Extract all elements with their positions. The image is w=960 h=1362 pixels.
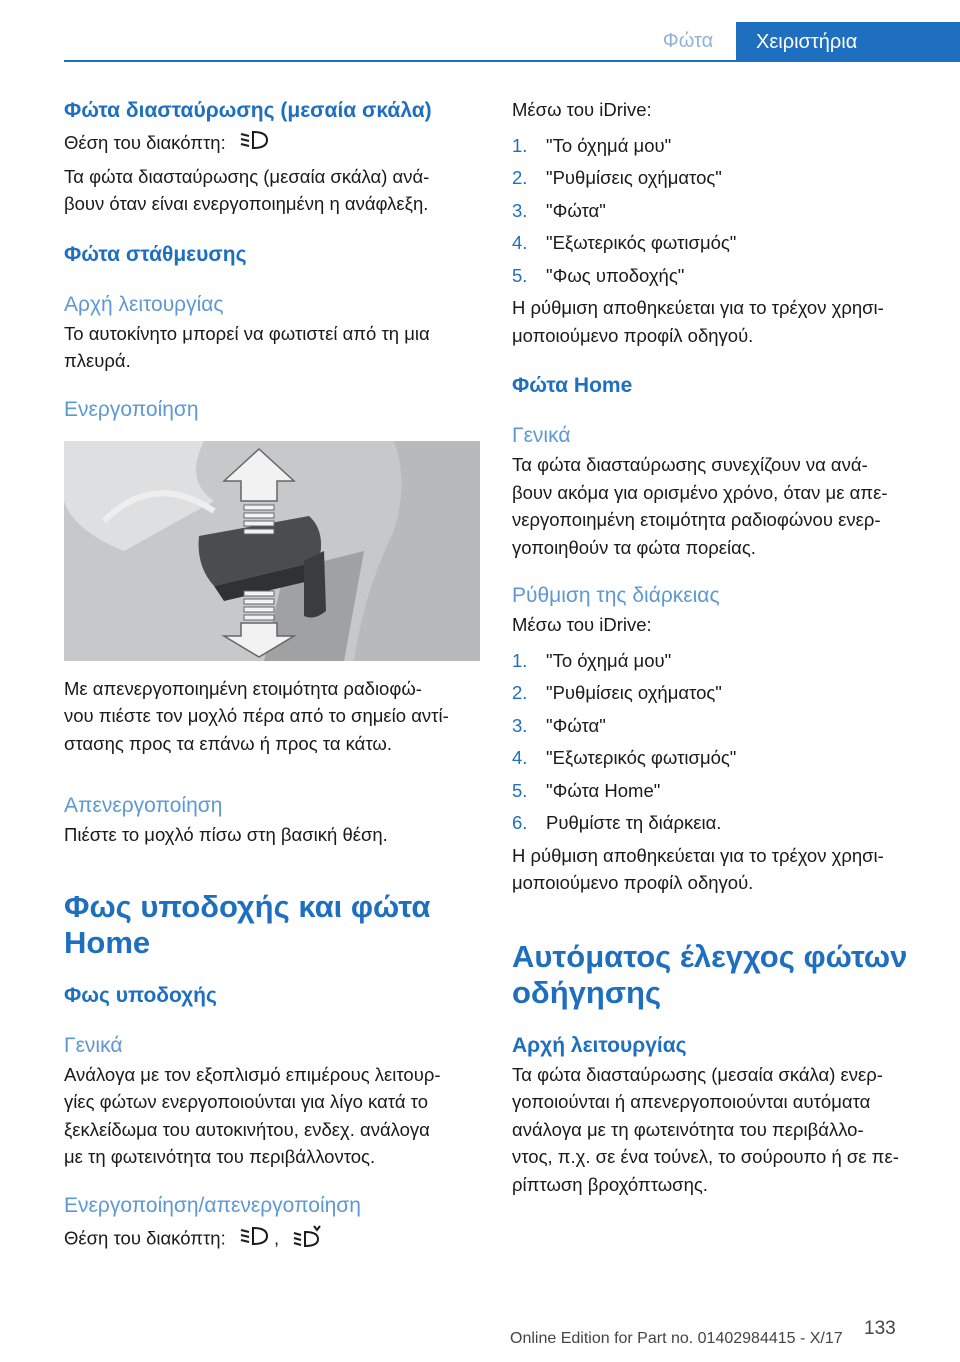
paragraph-activation-2: νου πιέστε τον μοχλό πέρα από το σημείο αντί- xyxy=(64,705,449,727)
low-beam-icon xyxy=(239,1225,269,1255)
paragraph-low-beam-2: βουν όταν είναι ενεργοποιημένη η ανάφλεξη. xyxy=(64,193,429,215)
paragraph-auto-2: γοποιούνται ή απενεργοποιούνται αυτόματα xyxy=(512,1091,871,1112)
list-item xyxy=(512,645,932,678)
list-item-number: 4. xyxy=(512,747,528,768)
list-item-number: 4. xyxy=(512,232,528,253)
switch-position-line xyxy=(64,129,484,159)
list-item-text: "Ρυθμίσεις οχήματος" xyxy=(546,682,722,703)
comma: , xyxy=(274,1227,280,1249)
duration-steps-list xyxy=(512,645,932,840)
paragraph-general-1: Ανάλογα με τον εξοπλισμό επιμέρους λειτουρ- xyxy=(64,1063,441,1085)
heading-auto-lights-1: Αυτόματος έλεγχος φώτων xyxy=(512,938,908,974)
list-item-text: "Εξωτερικός φωτισμός" xyxy=(546,747,737,768)
paragraph-principle-1: Το αυτοκίνητο μπορεί να φωτιστεί από τη μια xyxy=(64,322,430,344)
list-item-number: 2. xyxy=(512,682,528,703)
right-column xyxy=(512,96,932,1198)
heading-parking-lights: Φώτα στάθμευσης xyxy=(64,242,247,266)
paragraph-general-3: ξεκλείδωμα του αυτοκινήτου, ενδεχ. ανάλογα xyxy=(64,1118,430,1140)
paragraph-auto-1: Τα φώτα διασταύρωσης (μεσαία σκάλα) ενερ- xyxy=(512,1063,883,1085)
list-item-number: 2. xyxy=(512,167,528,188)
switch-position-label-2: Θέση του διακόπτη: xyxy=(64,1227,226,1249)
list-item xyxy=(512,260,932,293)
lever-figure xyxy=(64,441,480,661)
paragraph-auto-5: ρίπτωση βροχόπτωσης. xyxy=(512,1173,708,1195)
list-item-number: 6. xyxy=(512,812,528,833)
list-item xyxy=(512,162,932,195)
list-item-text: "Φώτα" xyxy=(546,199,606,221)
header-rule xyxy=(64,60,960,62)
paragraph-home-2: βουν ακόμα για ορισμένο χρόνο, όταν με απε- xyxy=(512,481,888,503)
heading-principle: Αρχή λειτουργίας xyxy=(64,292,224,316)
list-item-number: 3. xyxy=(512,714,528,736)
heading-welcome-home-2: Home xyxy=(64,924,151,960)
heading-deactivation: Απενεργοποίηση xyxy=(64,794,223,818)
heading-activation: Ενεργοποίηση xyxy=(64,397,199,421)
paragraph-general-2: γίες φώτων ενεργοποιούνται για λίγο κατά το xyxy=(64,1091,428,1113)
list-item-number: 1. xyxy=(512,134,528,156)
switch-position-line-2 xyxy=(64,1224,484,1256)
via-idrive-label: Μέσω του iDrive: xyxy=(512,99,652,120)
paragraph-deactivation: Πιέστε το μοχλό πίσω στη βασική θέση. xyxy=(64,824,388,846)
paragraph-saved-1: Η ρύθμιση αποθηκεύεται για το τρέχον χρησι- xyxy=(512,297,884,318)
list-item-text: "Ρυθμίσεις οχήματος" xyxy=(546,167,722,188)
paragraph-auto-4: ντος, π.χ. σε ένα τούνελ, το σούρουπο ή σε πε- xyxy=(512,1146,899,1167)
auto-light-icon xyxy=(292,1224,324,1256)
list-item xyxy=(512,742,932,775)
paragraph-low-beam-1: Τα φώτα διασταύρωσης (μεσαία σκάλα) ανά- xyxy=(64,165,430,187)
paragraph-auto-3: ανάλογα με τη φωτεινότητα του περιβάλλο- xyxy=(512,1118,864,1140)
list-item-number: 5. xyxy=(512,264,528,286)
idrive-steps-list xyxy=(512,130,932,293)
left-column xyxy=(64,96,484,1255)
heading-welcome-home-1: Φως υποδοχής και φώτα xyxy=(64,888,431,924)
low-beam-icon xyxy=(239,129,269,159)
list-item xyxy=(512,227,932,260)
paragraph-activation-3: στασης προς τα επάνω ή προς τα κάτω. xyxy=(64,732,393,754)
paragraph-home-1: Τα φώτα διασταύρωσης συνεχίζουν να ανά- xyxy=(512,454,868,475)
paragraph-home-4: γοποιηθούν τα φώτα πορείας. xyxy=(512,536,756,558)
list-item-text: "Φώτα Home" xyxy=(546,779,661,801)
paragraph-saved-2: μοποιούμενο προφίλ οδηγού. xyxy=(512,324,754,346)
paragraph-principle-2: πλευρά. xyxy=(64,350,131,372)
paragraph-general-4: με τη φωτεινότητα του περιβάλλοντος. xyxy=(64,1146,376,1168)
paragraph-home-3: νεργοποιημένη ετοιμότητα ραδιοφώνου ενερ- xyxy=(512,509,881,530)
list-item xyxy=(512,130,932,163)
switch-position-label: Θέση του διακόπτη: xyxy=(64,132,226,153)
list-item xyxy=(512,677,932,710)
heading-low-beam: Φώτα διασταύρωσης (μεσαία σκάλα) xyxy=(64,99,432,122)
heading-home-lights: Φώτα Home xyxy=(512,374,633,397)
heading-general-right: Γενικά xyxy=(512,424,571,447)
list-item-text: "Φως υποδοχής" xyxy=(546,264,685,286)
list-item-number: 1. xyxy=(512,649,528,671)
page-number: 133 xyxy=(864,1318,896,1339)
paragraph-saved2-1: Η ρύθμιση αποθηκεύεται για το τρέχον χρησι- xyxy=(512,844,884,866)
list-item-number: 5. xyxy=(512,779,528,801)
paragraph-activation-1: Με απενεργοποιημένη ετοιμότητα ραδιοφώ- xyxy=(64,677,422,699)
list-item-text: "Φώτα" xyxy=(546,714,606,736)
list-item-number: 3. xyxy=(512,199,528,221)
heading-welcome-light: Φως υποδοχής xyxy=(64,983,217,1007)
heading-duration: Ρύθμιση της διάρκειας xyxy=(512,584,720,607)
paragraph-saved2-2: μοποιούμενο προφίλ οδηγού. xyxy=(512,872,754,893)
header-chapter: Χειριστήρια xyxy=(736,22,960,62)
list-item xyxy=(512,710,932,743)
list-item xyxy=(512,195,932,228)
list-item-text: "Το όχημά μου" xyxy=(546,134,672,156)
header-section: Φώτα xyxy=(662,29,714,52)
heading-principle-right: Αρχή λειτουργίας xyxy=(512,1033,687,1057)
heading-auto-lights-2: οδήγησης xyxy=(512,974,662,1010)
list-item xyxy=(512,775,932,808)
heading-on-off: Ενεργοποίηση/απενεργοποίηση xyxy=(64,1193,361,1217)
heading-general: Γενικά xyxy=(64,1033,123,1057)
list-item-text: Ρυθμίστε τη διάρκεια. xyxy=(546,812,722,833)
via-idrive-label-2: Μέσω του iDrive: xyxy=(512,614,652,635)
list-item-text: "Το όχημά μου" xyxy=(546,649,672,671)
list-item-text: "Εξωτερικός φωτισμός" xyxy=(546,232,737,253)
list-item xyxy=(512,807,932,840)
footer-edition: Online Edition for Part no. 01402984415 - X/17 xyxy=(510,1330,843,1347)
